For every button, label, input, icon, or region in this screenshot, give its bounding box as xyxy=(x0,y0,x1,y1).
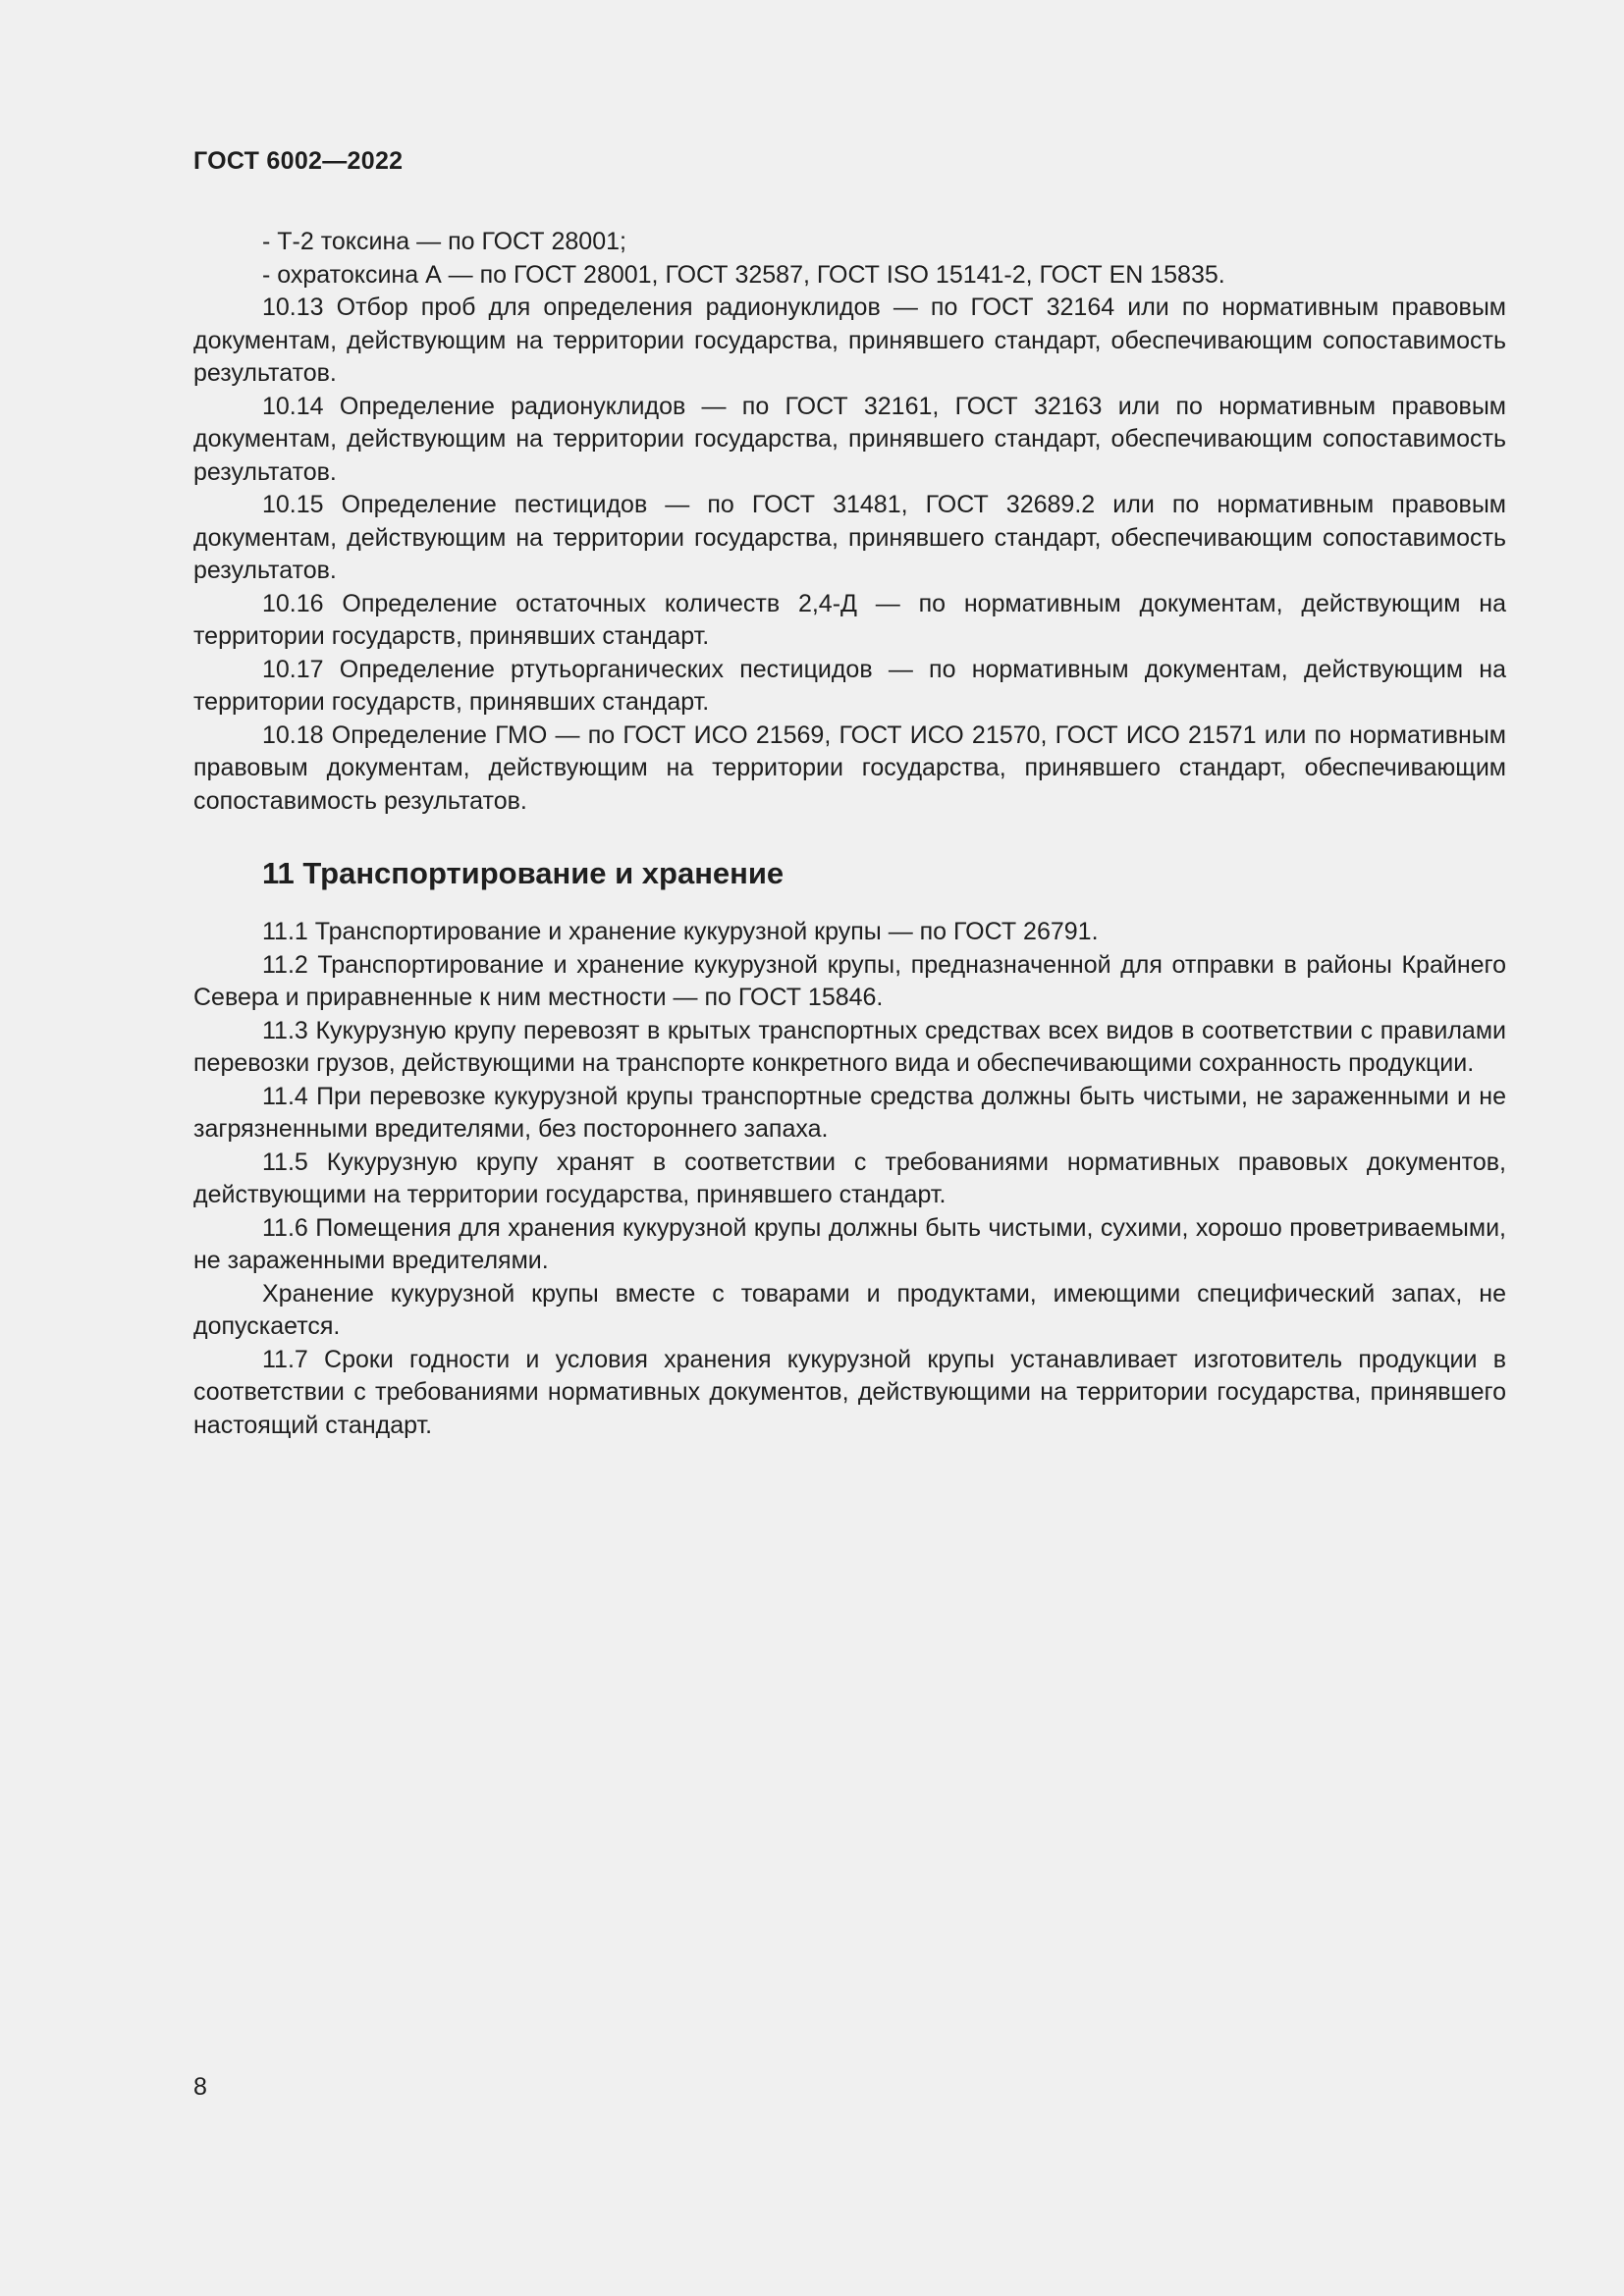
paragraph-10-18: 10.18 Определение ГМО — по ГОСТ ИСО 21569, ГОСТ ИСО 21570, ГОСТ ИСО 21571 или по нормативным правовым документам, действующим на территории государства, принявшего стандарт, обеспечивающим сопоставимость результатов. xyxy=(193,721,1506,815)
section-title: 11 Транспортирование и хранение xyxy=(262,856,785,890)
paragraph-10-16: 10.16 Определение остаточных количеств 2,4-Д — по нормативным документам, действующим на территории государств, принявших стандарт. xyxy=(193,589,1506,650)
paragraph-ochratoxin: - охратоксина А — по ГОСТ 28001, ГОСТ 32587, ГОСТ ISO 15141-2, ГОСТ EN 15835. xyxy=(262,260,1225,289)
paragraph-11-6-storage: Хранение кукурузной крупы вместе с товарами и продуктами, имеющими специфический запах, не допускается. xyxy=(193,1279,1506,1340)
paragraph-11-7: 11.7 Сроки годности и условия хранения кукурузной крупы устанавливает изготовитель продукции в соответствии с требованиями нормативных документов, действующими на территории государства, принявшего настоящий стандарт. xyxy=(193,1345,1506,1439)
paragraph-11-4: 11.4 При перевозке кукурузной крупы транспортные средства должны быть чистыми, не зараженными и не загрязненными вредителями, без постороннего запаха. xyxy=(193,1082,1506,1143)
paragraph-11-5: 11.5 Кукурузную крупу хранят в соответствии с требованиями нормативных правовых документов, действующими на территории государства, принявшего стандарт. xyxy=(193,1148,1506,1208)
page-content xyxy=(193,226,1506,1442)
paragraph-10-17: 10.17 Определение ртутьорганических пестицидов — по нормативным документам, действующим на территории государств, принявших стандарт. xyxy=(193,655,1506,716)
paragraph-11-1: 11.1 Транспортирование и хранение кукурузной крупы — по ГОСТ 26791. xyxy=(262,918,1099,945)
paragraph-10-14: 10.14 Определение радионуклидов — по ГОСТ 32161, ГОСТ 32163 или по нормативным правовым документам, действующим на территории государства, принявшего стандарт, обеспечивающим сопоставимость результатов. xyxy=(193,392,1506,486)
document-code: ГОСТ 6002—2022 xyxy=(193,147,404,175)
paragraph-10-13: 10.13 Отбор проб для определения радионуклидов — по ГОСТ 32164 или по нормативным правовым документам, действующим на территории государства, принявшего стандарт, обеспечивающим сопоставимость результатов. xyxy=(193,294,1506,387)
paragraph-11-3: 11.3 Кукурузную крупу перевозят в крытых транспортных средствах всех видов в соответствии с правилами перевозки грузов, действующими на транспорте конкретного вида и обеспечивающими сохранность продукции. xyxy=(193,1016,1506,1077)
paragraph-11-2: 11.2 Транспортирование и хранение кукурузной крупы, предназначенной для отправки в районы Крайнего Севера и приравненные к ним местности — по ГОСТ 15846. xyxy=(193,950,1506,1011)
paragraph-t2-toxin: - Т-2 токсина — по ГОСТ 28001; xyxy=(262,228,626,255)
paragraph-11-6: 11.6 Помещения для хранения кукурузной крупы должны быть чистыми, сухими, хорошо проветриваемыми, не зараженными вредителями. xyxy=(193,1213,1506,1274)
paragraph-10-15: 10.15 Определение пестицидов — по ГОСТ 31481, ГОСТ 32689.2 или по нормативным правовым документам, действующим на территории государства, принявшего стандарт, обеспечивающим сопоставимость результатов. xyxy=(193,491,1506,584)
page-number: 8 xyxy=(193,2073,207,2101)
